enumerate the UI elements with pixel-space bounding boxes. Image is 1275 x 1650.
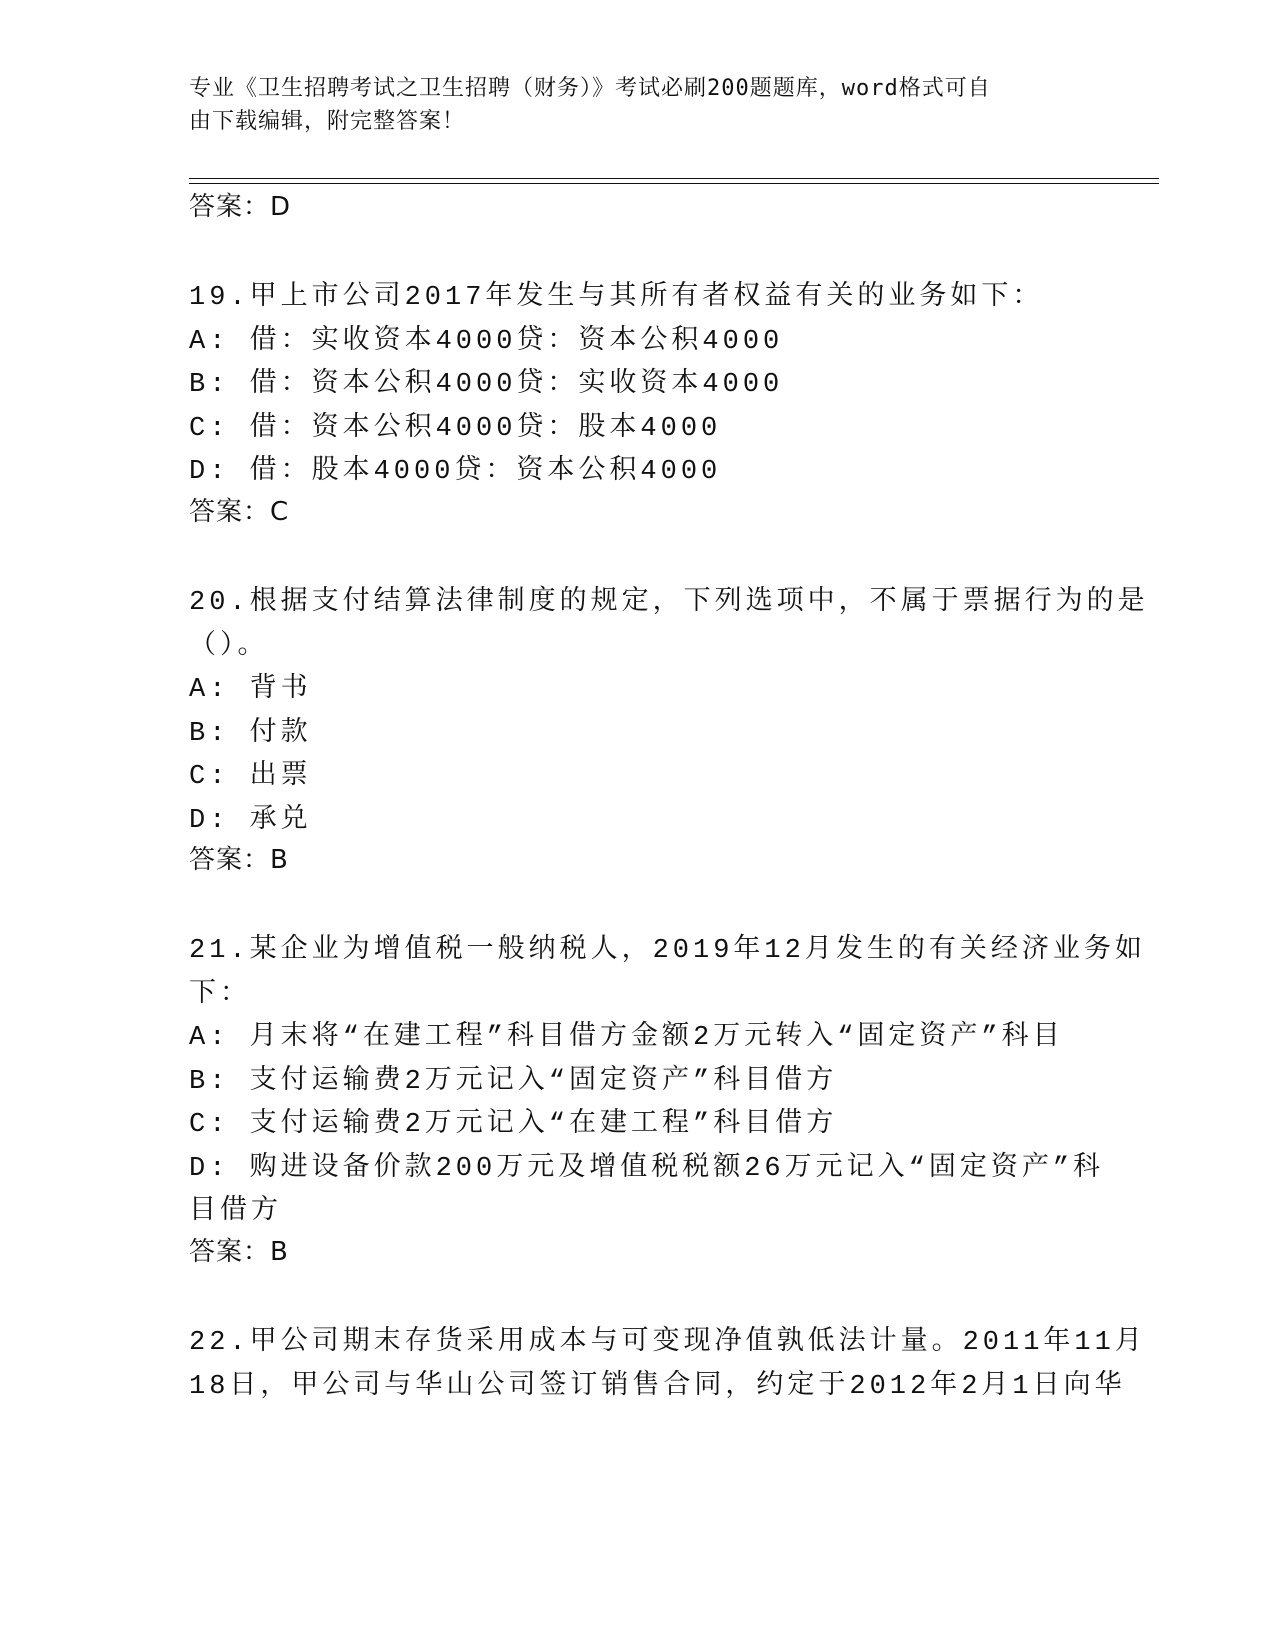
question-20-option-b: B: 付款 bbox=[189, 719, 312, 749]
answer-previous: 答案：D bbox=[189, 192, 292, 222]
question-19-option-c: C: 借：资本公积4000贷：股本4000 bbox=[189, 414, 722, 444]
question-20-stem-line-1: 20.根据支付结算法律制度的规定，下列选项中，不属于票据行为的是 bbox=[189, 588, 1149, 618]
question-19-stem: 19.甲上市公司2017年发生与其所有者权益有关的业务如下： bbox=[189, 283, 1044, 313]
header-rule-top bbox=[189, 178, 1159, 179]
question-20-answer: 答案：B bbox=[189, 845, 289, 875]
question-22-stem-line-2: 18日，甲公司与华山公司签订销售合同，约定于2012年2月1日向华 bbox=[189, 1372, 1126, 1402]
question-21-option-b: B: 支付运输费2万元记入“固定资产”科目借方 bbox=[189, 1067, 838, 1097]
document-header bbox=[189, 72, 1089, 138]
question-19-option-d: D: 借：股本4000贷：资本公积4000 bbox=[189, 457, 722, 487]
question-20-stem-line-2: （）。 bbox=[189, 632, 269, 662]
question-20-option-d: D: 承兑 bbox=[189, 806, 312, 836]
question-21-option-a: A: 月末将“在建工程”科目借方金额2万元转入“固定资产”科目 bbox=[189, 1023, 1064, 1053]
header-line-2: 由下载编辑，附完整答案！ bbox=[189, 109, 466, 134]
question-21-stem-line-2: 下： bbox=[189, 980, 251, 1010]
question-21-option-d-line-2: 目借方 bbox=[189, 1197, 282, 1227]
question-19-option-b: B: 借：资本公积4000贷：实收资本4000 bbox=[189, 370, 784, 400]
question-21-option-c: C: 支付运输费2万元记入“在建工程”科目借方 bbox=[189, 1110, 838, 1140]
question-22-stem-line-1: 22.甲公司期末存货采用成本与可变现净值孰低法计量。2011年11月 bbox=[189, 1328, 1146, 1358]
header-line-1: 专业《卫生招聘考试之卫生招聘（财务）》考试必刷200题题库，word格式可自 bbox=[189, 76, 991, 101]
question-19-option-a: A: 借：实收资本4000贷：资本公积4000 bbox=[189, 327, 784, 357]
question-19-answer: 答案：C bbox=[189, 497, 290, 527]
header-rule-bottom bbox=[189, 183, 1159, 184]
question-21-stem-line-1: 21.某企业为增值税一般纳税人，2019年12月发生的有关经济业务如 bbox=[189, 936, 1146, 966]
question-21-answer: 答案：B bbox=[189, 1237, 289, 1267]
question-21-option-d: D: 购进设备价款200万元及增值税税额26万元记入“固定资产”科 bbox=[189, 1154, 1105, 1184]
question-20-option-c: C: 出票 bbox=[189, 762, 312, 792]
question-20-option-a: A: 背书 bbox=[189, 675, 312, 705]
